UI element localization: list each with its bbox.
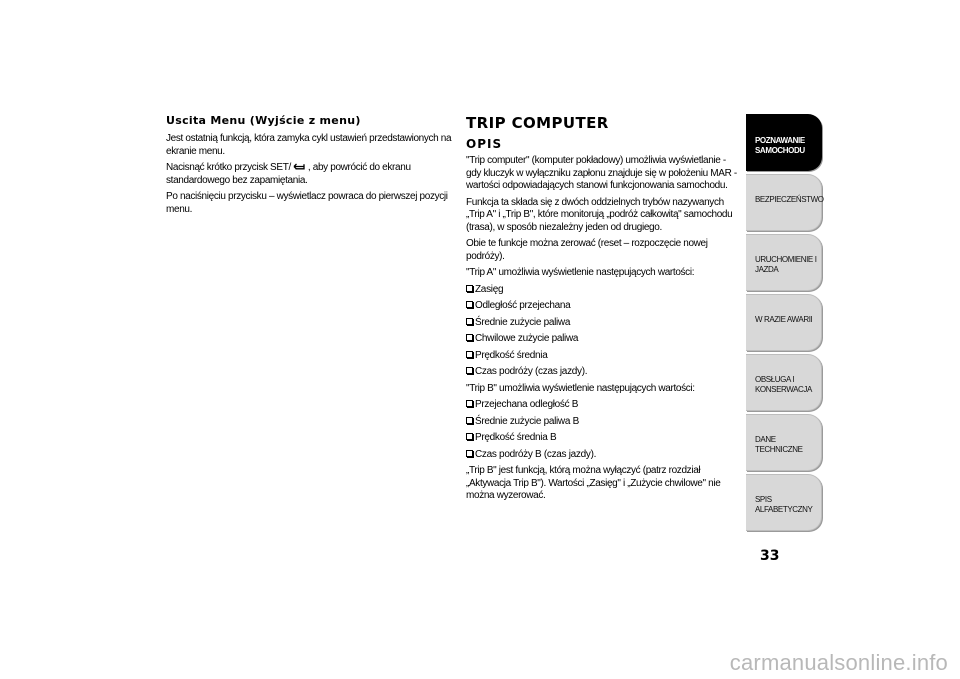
list-item-label: Prędkość średnia — [475, 349, 548, 361]
tab-obsluga-i-konserwacja[interactable]: OBSŁUGA I KONSERWACJA — [746, 354, 822, 411]
tab-dane-techniczne[interactable]: DANE TECHNICZNE — [746, 414, 822, 471]
list-item-label: Średnie zużycie paliwa B — [475, 415, 579, 427]
checkbox-bullet-icon — [466, 450, 473, 457]
checkbox-bullet-icon — [466, 285, 473, 292]
watermark: carmanualsonline.info — [729, 650, 948, 675]
exit-menu-paragraph-3: Po naciśnięciu przycisku – wyświetlacz powraca do pierwszej pozycji menu. — [166, 191, 448, 215]
checkbox-bullet-icon — [466, 301, 473, 308]
list-item — [466, 350, 738, 363]
tab-poznawanie-samochodu[interactable]: POZNAWANIE SAMOCHODU — [746, 114, 822, 171]
list-item — [466, 449, 738, 462]
checkbox-bullet-icon — [466, 334, 473, 341]
trip-b-intro: "Trip B" umożliwia wyświetlenie następujących wartości: — [466, 382, 695, 394]
checkbox-bullet-icon — [466, 433, 473, 440]
trip-a-intro: "Trip A" umożliwia wyświetlenie następujących wartości: — [466, 267, 695, 278]
list-item — [466, 284, 738, 297]
tab-uruchomienie-i-jazda[interactable]: URUCHOMIENIE I JAZDA — [746, 234, 822, 291]
list-item-label: Średnie zużycie paliwa — [475, 316, 571, 328]
right-column — [466, 114, 738, 507]
exit-menu-heading: Uscita Menu (Wyjście z menu) — [166, 114, 361, 127]
list-item-label: Czas podróży (czas jazdy). — [475, 366, 588, 377]
tab-bezpieczenstwo[interactable]: BEZPIECZEŃSTWO — [746, 174, 822, 231]
list-item — [466, 366, 738, 379]
trip-paragraph-2: Funkcja ta składa się z dwóch oddzielnych trybów nazywanych „Trip A" i „Trip B", które monitorują „podróż całkowitą" samochodu (trasa), w sposób niezależny jeden od drugiego. — [466, 196, 733, 233]
paragraph-2-before: Nacisnąć krótko przycisk SET/ — [166, 162, 291, 173]
page-number: 33 — [760, 548, 780, 564]
chapter-tabs — [746, 114, 822, 534]
paragraph-2-after: , aby powrócić do ekranu standardowego bez zapamiętania. — [166, 162, 411, 186]
list-item — [466, 399, 738, 412]
list-item-label: Chwilowe zużycie paliwa — [475, 333, 579, 344]
list-item — [466, 300, 738, 313]
list-item-label: Zasięg — [475, 283, 504, 295]
return-arrow-icon — [292, 162, 306, 171]
list-item-label: Odległość przejechana — [475, 300, 571, 311]
list-item — [466, 317, 738, 330]
checkbox-bullet-icon — [466, 318, 473, 325]
exit-menu-paragraph-2 — [166, 162, 452, 187]
opis-subtitle: OPIS — [466, 137, 503, 151]
tab-w-razie-awarii[interactable]: W RAZIE AWARII — [746, 294, 822, 351]
exit-menu-paragraph-1: Jest ostatnią funkcją, która zamyka cykl ustawień przedstawionych na ekranie menu. — [166, 133, 452, 157]
list-item — [466, 432, 738, 445]
trip-paragraph-1: "Trip computer" (komputer pokładowy) umożliwia wyświetlanie - gdy kluczyk w wyłączniku zapłonu znajduje się w położeniu MAR - wartości odpowiadających stanowi funkcjonowania samochodu. — [466, 155, 737, 191]
list-item-label: Prędkość średnia B — [475, 432, 557, 443]
checkbox-bullet-icon — [466, 400, 473, 407]
checkbox-bullet-icon — [466, 417, 473, 424]
trip-paragraph-3: Obie te funkcje można zerować (reset – rozpoczęcie nowej podróży). — [466, 238, 708, 262]
tab-spis-alfabetyczny[interactable]: SPIS ALFABETYCZNY — [746, 474, 822, 531]
list-item — [466, 416, 738, 429]
list-item — [466, 333, 738, 346]
checkbox-bullet-icon — [466, 367, 473, 374]
list-item-label: Przejechana odległość B — [475, 399, 579, 410]
trip-computer-title: TRIP COMPUTER — [466, 114, 609, 132]
trip-final-paragraph: „Trip B" jest funkcją, którą można wyłączyć (patrz rozdział „Aktywacja Trip B"). Wartości „Zasięg" i „Zużycie chwilowe" nie można wyzerować. — [466, 465, 721, 501]
list-item-label: Czas podróży B (czas jazdy). — [475, 448, 597, 460]
checkbox-bullet-icon — [466, 351, 473, 358]
left-column — [166, 114, 452, 220]
